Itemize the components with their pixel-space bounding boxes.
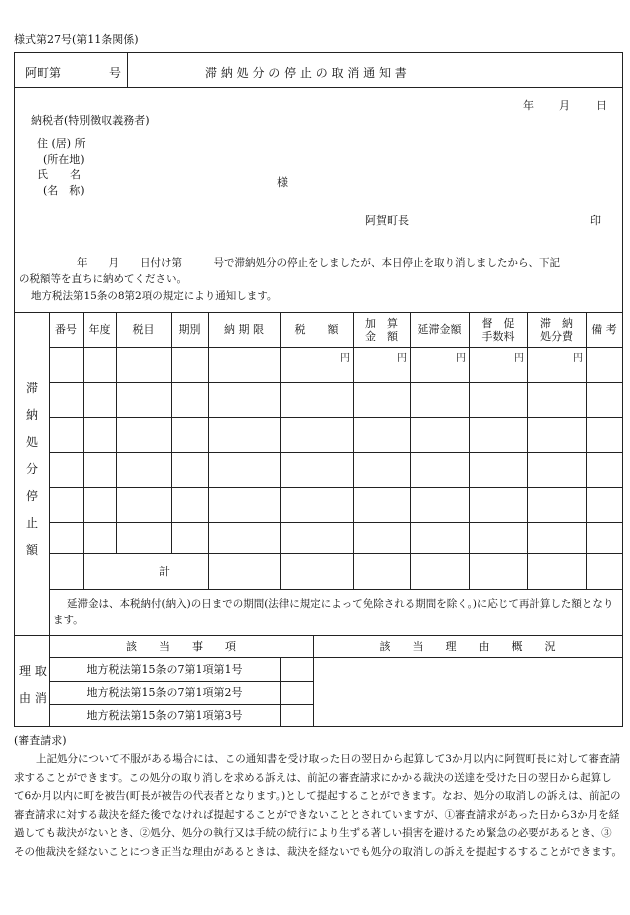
name-label-alt: (名 称) xyxy=(43,184,85,197)
header-number: 番号 xyxy=(55,323,77,336)
side-char: 処 xyxy=(25,435,38,449)
reason-side-2: 由 消 xyxy=(19,691,47,705)
reason-col-left: 該 当 事 項 xyxy=(126,639,236,653)
side-char: 停 xyxy=(25,489,38,503)
reason-item-2: 地方税法第15条の7第1項第2号 xyxy=(86,686,243,699)
doc-number-prefix: 阿町第 xyxy=(25,66,62,80)
body-line-1: 年 月 日付け第 号で滞納処分の停止をしましたが、本日停止を取り消しましたから、下記 xyxy=(77,257,560,269)
doc-number-suffix: 号 xyxy=(109,66,122,80)
notice-form xyxy=(14,52,623,727)
side-char: 止 xyxy=(25,516,38,530)
reason-item-3: 地方税法第15条の7第1項第3号 xyxy=(86,709,243,722)
side-label-column xyxy=(25,375,39,564)
delinquency-note: 延滞金は、本税納付(納入)の日までの期間(法律に規定によって免除される期間を除く。)に応じて再計算した額となります。 xyxy=(53,598,614,626)
date-year: 年 xyxy=(523,99,534,112)
header-tax-amount: 税 額 xyxy=(294,323,339,336)
yen-delinquency: 円 xyxy=(456,353,466,364)
date-month: 月 xyxy=(559,99,570,112)
header-period: 期別 xyxy=(178,323,201,336)
body-line-2: の税額等を直ちに納めてください。 xyxy=(19,273,187,285)
side-char: 納 xyxy=(25,408,38,422)
location-label: (所在地) xyxy=(43,153,85,166)
document-title: 滞 納 処 分 の 停 止 の 取 消 通 知 書 xyxy=(205,66,407,80)
header-reminder-fee: 督 促 手数料 xyxy=(481,316,515,343)
yen-disposition: 円 xyxy=(573,353,583,364)
side-char: 額 xyxy=(25,543,38,557)
yen-tax: 円 xyxy=(340,353,350,364)
header-additional-tax: 加 算 金 額 xyxy=(365,316,398,343)
honorific: 様 xyxy=(277,176,288,189)
form-label: 様式第27号(第11条関係) xyxy=(14,33,139,46)
address-label: 住 (居) 所 xyxy=(37,137,86,150)
header-due-date: 納 期 限 xyxy=(224,323,264,336)
reason-item-1: 地方税法第15条の7第1項第1号 xyxy=(86,662,243,676)
header-delinquency: 延滞金額 xyxy=(417,323,462,336)
body-line-3: 地方税法第15条の8第2項の規定により通知します。 xyxy=(31,290,278,302)
review-text: 上記処分について不服がある場合には、この通知書を受け取った日の翌日から起算して3か月以内に阿賀町長に対して審査請求することができます。この処分の取り消しを求める訴えは、前記の審査請求にかかる裁決の送達を受けた日の翌日から起算して6か月以内に町を被告(町長が被告の代表者となります。)として提起することができます。なお、処分の取消しの訴えは、前記の審査請求に対する裁決を経た後でなければ提起することができないこととされていますが、①審査請求があった日から3か月を経過しても裁決がないとき、②処分、処分の執行又は手続の続行により生ずる著しい損害を避けるため緊急の必要があるとき、③その他裁決を経ないことにつき正当な理由があるときは、裁決を経ないでも処分の取消しの訴えを提起するすることができます。 xyxy=(14,753,622,858)
name-label: 氏 名 xyxy=(37,168,81,181)
seal-mark: 印 xyxy=(590,214,601,227)
issuer-name: 阿賀町長 xyxy=(365,214,409,227)
header-remarks: 備 考 xyxy=(591,323,617,336)
header-disposition-cost: 滞 納 処分費 xyxy=(540,316,573,343)
header-year: 年度 xyxy=(88,323,111,336)
total-label: 計 xyxy=(159,564,170,578)
header-tax-item: 税目 xyxy=(132,323,155,336)
side-char: 滞 xyxy=(25,381,38,395)
reason-col-right: 該 当 理 由 概 況 xyxy=(379,639,556,653)
yen-reminder: 円 xyxy=(514,353,524,364)
side-char: 分 xyxy=(25,462,38,476)
date-day: 日 xyxy=(596,99,607,112)
taxpayer-heading: 納税者(特別徴収義務者) xyxy=(31,114,150,127)
review-heading: (審査請求) xyxy=(14,734,67,747)
reason-side-1: 理 取 xyxy=(19,664,47,678)
yen-additional: 円 xyxy=(397,353,407,364)
